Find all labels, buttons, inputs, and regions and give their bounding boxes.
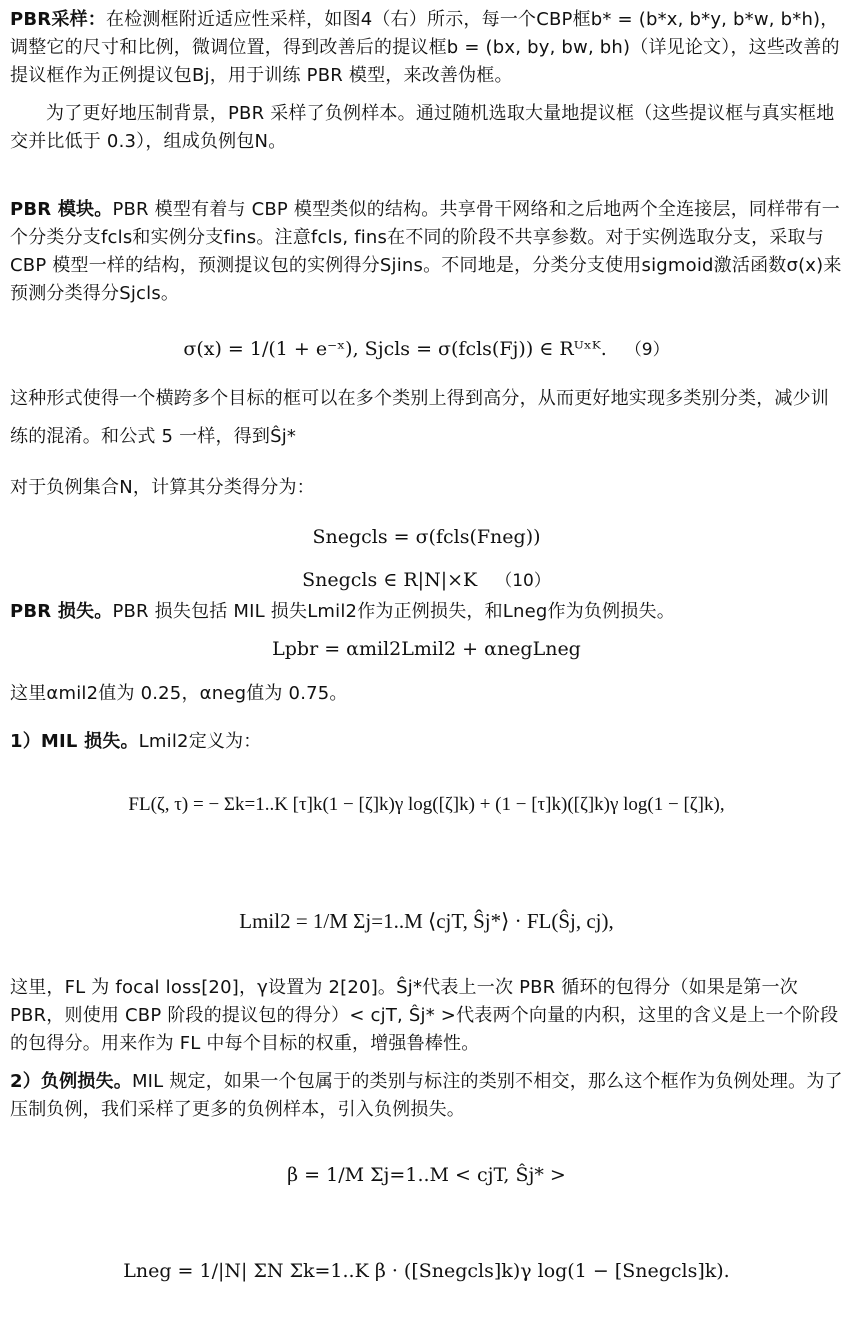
heading-pbr-module: PBR 模块。 — [10, 199, 113, 220]
equation-10b-body: Snegcls ∈ R|N|×K — [302, 569, 478, 591]
paragraph-multiclass: 这种形式使得一个横跨多个目标的框可以在多个类别上得到高分，从而更好地实现多类别分类，减少训练的混淆。和公式 5 一样，得到Ŝj* — [10, 388, 829, 447]
equation-9-number: （9） — [624, 340, 670, 360]
paragraph-pbr-loss — [10, 598, 843, 626]
equation-beta: β = 1/M Σj=1..M < cjT, Ŝj* > — [287, 1164, 566, 1186]
paragraph-alpha-values: 这里αmil2值为 0.25，αneg值为 0.75。 — [10, 683, 348, 704]
paragraph-mil-loss — [10, 728, 843, 756]
equation-10b — [0, 565, 853, 596]
heading-pbr-loss: PBR 损失。 — [10, 601, 113, 622]
paragraph-negative-sampling: 为了更好地压制背景，PBR 采样了负例样本。通过随机选取大量地提议框（这些提议框与真实框地交并比低于 0.3），组成负例包N。 — [10, 103, 835, 152]
equation-lmil2: Lmil2 = 1/M Σj=1..M ⟨cjT, Ŝj*⟩ · FL(Ŝj, cj), — [239, 909, 614, 933]
heading-pbr-sampling: PBR采样： — [10, 9, 106, 30]
text-pbr-sampling: 在检测框附近适应性采样，如图4（右）所示，每一个CBP框b* = (b*x, b*y, b*w, b*h)，调整它的尺寸和比例，微调位置，得到改善后的提议框b = (bx, by, bw, bh)（详见论文），这些改善的提议框作为正例提议包Bj，用于训练 PBR 模型，来改善伪框。 — [10, 9, 840, 86]
paragraph-pbr-sampling — [10, 6, 843, 90]
text-mil-loss: Lmil2定义为： — [138, 731, 262, 752]
text-pbr-module: PBR 模型有着与 CBP 模型类似的结构。共享骨干网络和之后地两个全连接层，同样带有一个分类分支fcls和实例分支fins。注意fcls, fins在不同的阶段不共享参数。对于实例选取分支，采取与 CBP 模型一样的结构，预测提议包的实例得分Sjins。不同地是，分类分支使用sigmoid激活函数σ(x)来预测分类得分Sjcls。 — [10, 199, 842, 304]
equation-9 — [0, 334, 853, 365]
paragraph-negative-set: 对于负例集合N，计算其分类得分为： — [10, 477, 315, 498]
equation-10-number: （10） — [495, 571, 551, 591]
equation-9-body: σ(x) = 1/(1 + e⁻ˣ), Sjcls = σ(fcls(Fj)) ∈ Rᵁˣᴷ. — [183, 338, 607, 360]
text-pbr-loss: PBR 损失包括 MIL 损失Lmil2作为正例损失，和Lneg作为负例损失。 — [112, 601, 675, 622]
equation-lpbr: Lpbr = αmil2Lmil2 + αnegLneg — [272, 638, 581, 660]
paragraph-pbr-module — [10, 196, 843, 308]
paragraph-focal-loss-explain: 这里，FL 为 focal loss[20]，γ设置为 2[20]。Ŝj*代表上一次 PBR 循环的包得分（如果是第一次 PBR，则使用 CBP 阶段的提议包的得分）< cjT, Ŝj* >代表两个向量的内积，这里的含义是上一个阶段的包得分。用来作为 FL 中每个目标的权重，增强鲁棒性。 — [10, 977, 839, 1054]
text-negative-loss: MIL 规定，如果一个包属于的类别与标注的类别不相交，那么这个框作为负例处理。为了压制负例，我们采样了更多的负例样本，引入负例损失。 — [10, 1071, 843, 1120]
heading-mil-loss: 1）MIL 损失。 — [10, 731, 139, 752]
equation-10a: Snegcls = σ(fcls(Fneg)) — [312, 526, 541, 548]
equation-focal-loss: FL(ζ, τ) = − Σk=1..K [τ]k(1 − [ζ]k)γ log([ζ]k) + (1 − [τ]k)([ζ]k)γ log(1 − [ζ]k), — [128, 794, 725, 815]
equation-lneg: Lneg = 1/|N| ΣN Σk=1..K β · ([Snegcls]k)γ log(1 − [Snegcls]k). — [123, 1260, 730, 1282]
paragraph-negative-loss — [10, 1068, 843, 1124]
heading-negative-loss: 2）负例损失。 — [10, 1071, 132, 1092]
